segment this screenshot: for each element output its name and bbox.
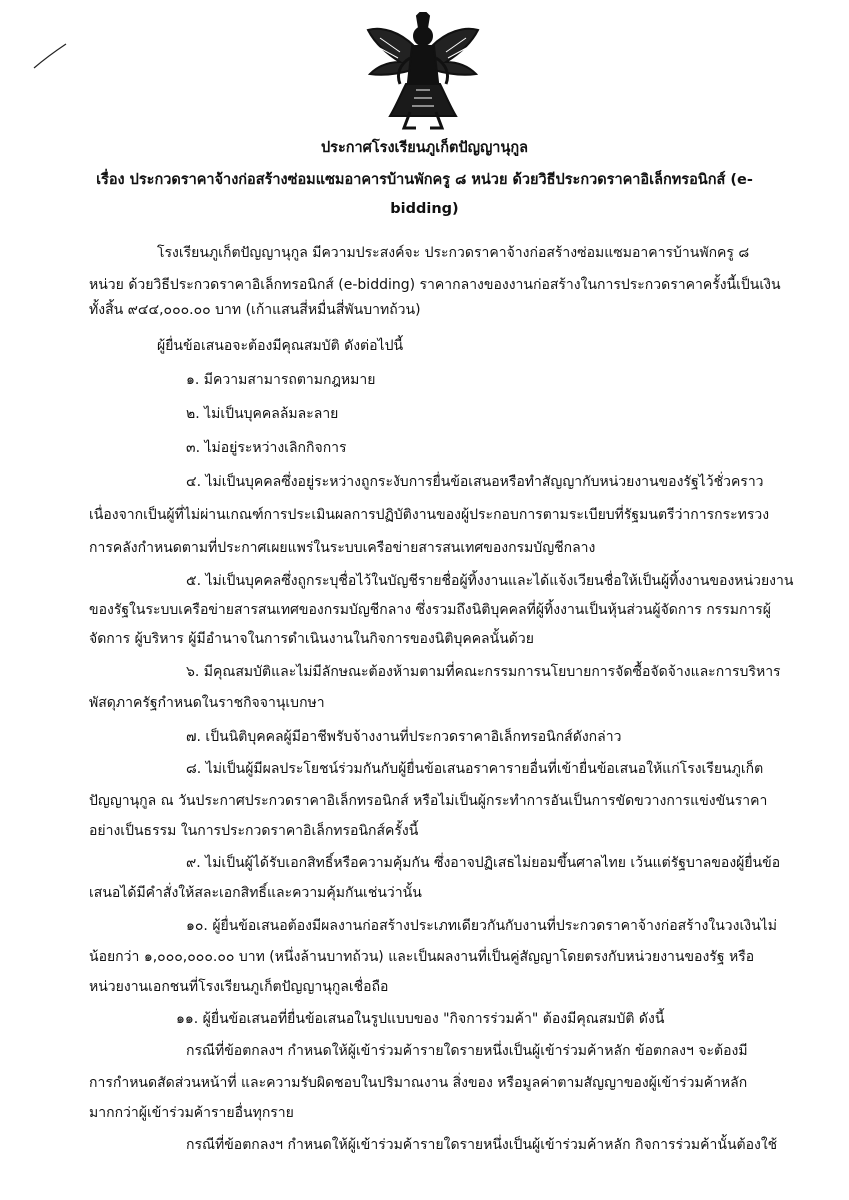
intro-line1: โรงเรียนภูเก็ตปัญญานุกูล มีความประสงค์จะ ประกวดราคาจ้างก่อสร้างซ่อมแซมอาคารบ้านพักครู ๘ bbox=[157, 245, 750, 261]
item-4-line3: การคลังกำหนดตามที่ประกาศเผยแพร่ในระบบเครือข่ายสารสนเทศของกรมบัญชีกลาง bbox=[89, 540, 596, 556]
item-4-line1: ๔. ไม่เป็นบุคคลซึ่งอยู่ระหว่างถูกระงับการยื่นข้อเสนอหรือทำสัญญากับหน่วยงานของรัฐไว้ชั่วคราว bbox=[186, 474, 764, 490]
announcement-subject-line2: bidding) bbox=[390, 201, 459, 217]
item-5-line3: จัดการ ผู้บริหาร ผู้มีอำนาจในการดำเนินงานในกิจการของนิติบุคคลนั้นด้วย bbox=[89, 631, 534, 647]
case-2-line1: กรณีที่ข้อตกลงฯ กำหนดให้ผู้เข้าร่วมค้ารายใดรายหนึ่งเป็นผู้เข้าร่วมค้าหลัก กิจการร่วมค้านั้นต้องใช้ bbox=[186, 1137, 778, 1153]
item-7: ๗. เป็นนิติบุคคลผู้มีอาชีพรับจ้างงานที่ประกวดราคาอิเล็กทรอนิกส์ดังกล่าว bbox=[186, 729, 622, 745]
item-10-line1: ๑๐. ผู้ยื่นข้อเสนอต้องมีผลงานก่อสร้างประเภทเดียวกันกับงานที่ประกวดราคาจ้างก่อสร้างในวงเงินไม่ bbox=[186, 918, 777, 934]
item-5-line1: ๕. ไม่เป็นบุคคลซึ่งถูกระบุชื่อไว้ในบัญชีรายชื่อผู้ทิ้งงานและได้แจ้งเวียนชื่อให้เป็นผู้ทิ้งงานของหน่วยงาน bbox=[186, 573, 794, 589]
item-4-line2: เนื่องจากเป็นผู้ที่ไม่ผ่านเกณฑ์การประเมินผลการปฏิบัติงานของผู้ประกอบการตามระเบียบที่รัฐมนตรีว่าการกระทรวง bbox=[89, 507, 770, 523]
item-8-line3: อย่างเป็นธรรม ในการประกวดราคาอิเล็กทรอนิกส์ครั้งนี้ bbox=[89, 823, 419, 839]
case-1-line2: การกำหนดสัดส่วนหน้าที่ และความรับผิดชอบในปริมาณงาน สิ่งของ หรือมูลค่าตามสัญญาของผู้เข้าร่วมค้าหลัก bbox=[89, 1075, 748, 1091]
item-11: ๑๑. ผู้ยื่นข้อเสนอที่ยื่นข้อเสนอในรูปแบบของ "กิจการร่วมค้า" ต้องมีคุณสมบัติ ดังนี้ bbox=[176, 1011, 665, 1027]
item-8-line2: ปัญญานุกูล ณ วันประกาศประกวดราคาอิเล็กทรอนิกส์ หรือไม่เป็นผู้กระทำการอันเป็นการขัดขวางการแข่งขันราคา bbox=[89, 793, 768, 809]
pen-scratch-mark bbox=[30, 40, 70, 70]
item-2: ๒. ไม่เป็นบุคคลล้มละลาย bbox=[186, 406, 339, 422]
item-10-line2: น้อยกว่า ๑,๐๐๐,๐๐๐.๐๐ บาท (หนึ่งล้านบาทถ้วน) และเป็นผลงานที่เป็นคู่สัญญาโดยตรงกับหน่วยงานของรัฐ หรือ bbox=[89, 949, 755, 965]
garuda-emblem-icon bbox=[360, 12, 486, 132]
item-1: ๑. มีความสามารถตามกฎหมาย bbox=[186, 372, 376, 388]
intro-line2: หน่วย ด้วยวิธีประกวดราคาอิเล็กทรอนิกส์ (e-bidding) ราคากลางของงานก่อสร้างในการประกวดราคาครั้งนี้เป็นเงิน bbox=[89, 277, 781, 293]
item-5-line2: ของรัฐในระบบเครือข่ายสารสนเทศของกรมบัญชีกลาง ซึ่งรวมถึงนิติบุคคลที่ผู้ทิ้งงานเป็นหุ้นส่วนผู้จัดการ กรรมการผู้ bbox=[89, 602, 772, 618]
case-1-line3: มากกว่าผู้เข้าร่วมค้ารายอื่นทุกราย bbox=[89, 1105, 294, 1121]
intro-line3: ทั้งสิ้น ๙๔๔,๐๐๐.๐๐ บาท (เก้าแสนสี่หมื่นสี่พันบาทถ้วน) bbox=[89, 302, 421, 318]
item-6-line1: ๖. มีคุณสมบัติและไม่มีลักษณะต้องห้ามตามที่คณะกรรมการนโยบายการจัดซื้อจัดจ้างและการบริหาร bbox=[186, 664, 781, 680]
item-6-line2: พัสดุภาครัฐกำหนดในราชกิจจานุเบกษา bbox=[89, 695, 325, 711]
qualifications-intro: ผู้ยื่นข้อเสนอจะต้องมีคุณสมบัติ ดังต่อไปนี้ bbox=[157, 338, 404, 354]
item-9-line2: เสนอได้มีคำสั่งให้สละเอกสิทธิ์และความคุ้มกันเช่นว่านั้น bbox=[89, 885, 422, 901]
item-3: ๓. ไม่อยู่ระหว่างเลิกกิจการ bbox=[186, 440, 347, 456]
announcement-title: ประกาศโรงเรียนภูเก็ตปัญญานุกูล bbox=[320, 140, 529, 156]
item-9-line1: ๙. ไม่เป็นผู้ได้รับเอกสิทธิ์หรือความคุ้มกัน ซึ่งอาจปฏิเสธไม่ยอมขึ้นศาลไทย เว้นแต่รัฐบาลของผู้ยื่นข้อ bbox=[186, 855, 781, 871]
announcement-subject-line1: เรื่อง ประกวดราคาจ้างก่อสร้างซ่อมแซมอาคารบ้านพักครู ๘ หน่วย ด้วยวิธีประกวดราคาอิเล็กทรอนิกส์ (e- bbox=[96, 172, 753, 188]
item-10-line3: หน่วยงานเอกชนที่โรงเรียนภูเก็ตปัญญานุกูลเชื่อถือ bbox=[89, 979, 389, 995]
item-8-line1: ๘. ไม่เป็นผู้มีผลประโยชน์ร่วมกันกับผู้ยื่นข้อเสนอราคารายอื่นที่เข้ายื่นข้อเสนอให้แก่โรงเรียนภูเก็ต bbox=[186, 761, 764, 777]
case-1-line1: กรณีที่ข้อตกลงฯ กำหนดให้ผู้เข้าร่วมค้ารายใดรายหนึ่งเป็นผู้เข้าร่วมค้าหลัก ข้อตกลงฯ จะต้องมี bbox=[186, 1043, 748, 1059]
